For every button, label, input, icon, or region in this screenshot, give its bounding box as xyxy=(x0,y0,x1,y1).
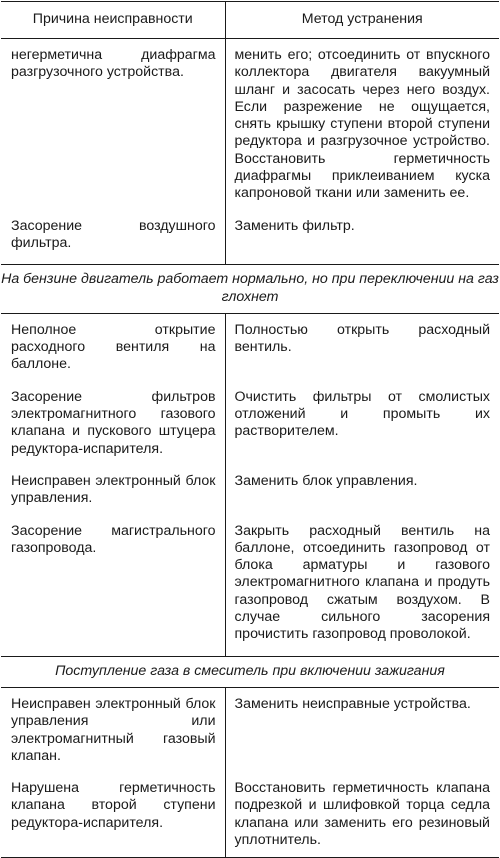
remedy-cell xyxy=(225,39,499,211)
table-row xyxy=(1,313,499,381)
cause-text: Неполное открытие расходного вентиля на баллоне. xyxy=(11,321,216,373)
remedy-cell xyxy=(225,516,499,657)
section-heading: На бензине двигатель работает нормально, но при переключении на газ глохнет xyxy=(1,265,499,314)
cause-text: негерметична диафрагма разгрузочного устройства. xyxy=(11,47,216,81)
column-header-remedy: Метод устранения xyxy=(225,2,499,39)
remedy-text: Заменить фильтр. xyxy=(234,217,355,234)
table-row xyxy=(1,466,499,516)
cause-text: Засорение магистрального газопровода. xyxy=(11,522,216,556)
cause-cell xyxy=(1,687,225,773)
section-heading-row xyxy=(1,656,499,687)
table-row xyxy=(1,516,499,657)
document-page xyxy=(1,1,499,848)
table-header xyxy=(1,2,499,39)
troubleshooting-table xyxy=(1,1,499,858)
cause-text: Засорение воздушного фильтра. xyxy=(11,217,216,251)
remedy-text: Полностью открыть расходный вентиль. xyxy=(234,321,490,356)
remedy-cell xyxy=(225,382,499,466)
section-heading-row xyxy=(1,265,499,314)
cause-text: Нарушена герметичность клапана второй ступени редуктора-испарителя. xyxy=(11,780,216,831)
cause-cell xyxy=(1,39,225,211)
remedy-cell xyxy=(225,687,499,773)
cause-cell xyxy=(1,382,225,466)
cause-cell xyxy=(1,313,225,381)
remedy-text: Заменить неисправные устройства. xyxy=(234,695,471,712)
remedy-cell xyxy=(225,466,499,516)
table-body xyxy=(1,39,499,858)
remedy-text: менить его; отсоединить от впускного коллектора двигателя вакуумный шланг и засосать через него воздух. Если разрежение не ощущается, снять крышку ступени второй ступени редуктора и разгрузочное устройство. Восстановить герметичность диафрагмы приклеиванием куска капроновой ткани или заменить ее. xyxy=(234,47,490,202)
cause-text: Неисправен электронный блок управления. xyxy=(11,472,216,507)
cause-text: Засорение фильтров электромагнитного газового клапана и пускового штуцера редуктора-испарителя. xyxy=(11,388,216,457)
section-heading: Поступление газа в смеситель при включении зажигания xyxy=(1,656,499,687)
cause-cell xyxy=(1,211,225,265)
table-row xyxy=(1,382,499,466)
cause-text: Неисправен электронный блок управления или электромагнитный газовый клапан. xyxy=(11,695,216,764)
remedy-cell xyxy=(225,211,499,265)
remedy-text: Заменить блок управления. xyxy=(234,472,418,489)
column-header-cause: Причина неисправности xyxy=(1,2,225,39)
cause-cell xyxy=(1,466,225,516)
cause-cell xyxy=(1,516,225,657)
table-row xyxy=(1,211,499,265)
table-row xyxy=(1,39,499,211)
remedy-cell xyxy=(225,313,499,381)
remedy-text: Закрыть расходный вентиль на баллоне, отсоединить газопровод от блока арматуры и газового электромагнитного клапана и продуть газопровод сжатым воздухом. В случае сильного засорения прочистить газопровод проволокой. xyxy=(234,522,490,643)
remedy-text: Очистить фильтры от смолистых отложений и промыть их растворителем. xyxy=(234,388,490,440)
remedy-text: Восстановить герметичность клапана подрезкой и шлифовкой торца седла клапана или заменить его резиновый уплотнитель. xyxy=(234,780,490,848)
table-row xyxy=(1,687,499,773)
